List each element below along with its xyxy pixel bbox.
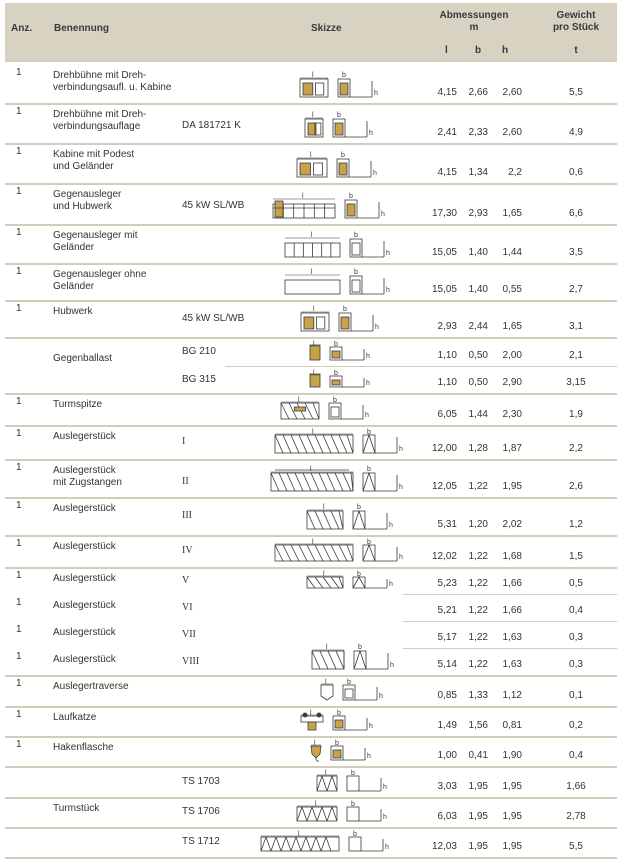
- svg-text:h: h: [383, 814, 387, 821]
- row-weight: 4,9: [569, 127, 583, 138]
- row-name: Auslegerstück: [53, 541, 116, 552]
- svg-text:b: b: [354, 232, 358, 239]
- row-weight: 3,15: [566, 377, 586, 388]
- svg-text:b: b: [343, 306, 347, 313]
- row-l: 15,05: [431, 247, 457, 258]
- row-h: 2,60: [502, 127, 522, 138]
- row-h: 1,90: [502, 750, 522, 761]
- row-name-line2: Geländer: [53, 242, 95, 253]
- row-b: 1,22: [468, 578, 488, 589]
- row-h: 1,63: [502, 632, 522, 643]
- svg-text:b: b: [333, 397, 337, 404]
- header-abmessungen: Abmessungen: [439, 10, 509, 21]
- row-h: 2,30: [502, 409, 522, 420]
- svg-text:b: b: [337, 112, 341, 119]
- row-b: 0,50: [468, 350, 488, 361]
- svg-text:l: l: [313, 306, 315, 313]
- row-type: TS 1712: [182, 836, 220, 847]
- counter-jib-railing-sketch: [255, 226, 445, 261]
- row-l: 1,10: [437, 350, 457, 361]
- header-pro-stueck: pro Stück: [552, 22, 600, 33]
- row-h: 2,02: [502, 519, 522, 530]
- row-name: Gegenausleger: [53, 189, 122, 200]
- row-name-line2: mit Zugstangen: [53, 477, 122, 488]
- row-l: 1,49: [437, 720, 457, 731]
- row-type: VI: [182, 602, 193, 613]
- row-h: 1,63: [502, 659, 522, 670]
- row-count: 1: [16, 227, 22, 238]
- svg-text:h: h: [390, 662, 394, 669]
- row-name-line2: verbindungsaufl. u. Kabine: [53, 82, 172, 93]
- row-count: 1: [16, 146, 22, 157]
- row-count: 1: [16, 739, 22, 750]
- row-name: Hubwerk: [53, 306, 93, 317]
- row-name: Auslegerstück: [53, 431, 116, 442]
- svg-text:h: h: [369, 723, 373, 730]
- turntable-cabin-sketch: [255, 66, 445, 101]
- row-name: Auslegerstück: [53, 573, 116, 584]
- svg-text:h: h: [389, 581, 393, 588]
- row-separator: [5, 857, 617, 859]
- jib-section-tie-bars-sketch: [255, 461, 445, 495]
- row-b: 1,95: [468, 841, 488, 852]
- row-h: 1,44: [502, 247, 522, 258]
- jib-section-sketch: [255, 427, 445, 457]
- svg-text:h: h: [369, 130, 373, 137]
- row-type: DA 181721 K: [182, 120, 241, 131]
- row-h: 2,00: [502, 350, 522, 361]
- row-count: 1: [16, 538, 22, 549]
- row-l: 12,00: [431, 443, 457, 454]
- svg-text:l: l: [302, 193, 304, 200]
- row-name: Auslegertraverse: [53, 681, 129, 692]
- row-type: VIII: [182, 656, 200, 667]
- row-b: 1,22: [468, 481, 488, 492]
- row-b: 0,50: [468, 377, 488, 388]
- counter-jib-sketch: [255, 265, 445, 298]
- row-weight: 2,7: [569, 284, 583, 295]
- header-skizze: Skizze: [311, 23, 342, 34]
- svg-text:l: l: [310, 710, 312, 717]
- row-b: 2,66: [468, 87, 488, 98]
- parts-table: [5, 0, 617, 860]
- row-l: 5,21: [437, 605, 457, 616]
- row-weight: 0,4: [569, 750, 583, 761]
- row-h: 0,81: [502, 720, 522, 731]
- row-l: 6,05: [437, 409, 457, 420]
- row-b: 1,33: [468, 690, 488, 701]
- row-name: Turmspitze: [53, 399, 103, 410]
- row-name: Drehbühne mit Dreh-: [53, 109, 147, 120]
- row-weight: 5,5: [569, 87, 583, 98]
- row-count: 1: [16, 500, 22, 511]
- row-count: 1: [16, 651, 22, 662]
- row-h: 1,95: [502, 841, 522, 852]
- row-weight: 1,2: [569, 519, 583, 530]
- row-b: 1,22: [468, 659, 488, 670]
- svg-text:b: b: [357, 571, 361, 578]
- row-l: 4,15: [437, 87, 457, 98]
- svg-text:h: h: [365, 412, 369, 419]
- svg-text:b: b: [334, 370, 338, 377]
- row-type: V: [182, 575, 190, 586]
- svg-text:b: b: [353, 831, 357, 838]
- ballast-sketch: [255, 368, 445, 391]
- row-weight: 0,4: [569, 605, 583, 616]
- svg-text:l: l: [310, 232, 313, 239]
- row-weight: 1,9: [569, 409, 583, 420]
- row-l: 5,23: [437, 578, 457, 589]
- row-weight: 0,1: [569, 690, 583, 701]
- row-l: 12,03: [431, 841, 457, 852]
- row-name-line2: und Hubwerk: [53, 201, 112, 212]
- hoist-sketch: [255, 302, 445, 335]
- header-gewicht-unit: t: [574, 45, 578, 56]
- row-count: 1: [16, 266, 22, 277]
- svg-text:l: l: [325, 679, 327, 686]
- row-name: Laufkatze: [53, 712, 97, 723]
- row-weight: 0,3: [569, 632, 583, 643]
- row-h: 1,65: [502, 208, 522, 219]
- row-l: 0,85: [437, 690, 457, 701]
- svg-text:l: l: [326, 644, 328, 651]
- tower-section-sketch: [255, 799, 445, 825]
- jib-traverse-sketch: [255, 677, 445, 704]
- row-b: 1,95: [468, 781, 488, 792]
- header-separator: [5, 60, 617, 62]
- tower-section-sketch: [255, 768, 445, 795]
- row-h: 1,95: [502, 781, 522, 792]
- row-name: Drehbühne mit Dreh-: [53, 70, 147, 81]
- row-count: 1: [16, 597, 22, 608]
- row-l: 2,93: [437, 321, 457, 332]
- svg-text:b: b: [334, 341, 338, 348]
- row-name: Auslegerstück: [53, 627, 116, 638]
- cabin-platform-sketch: [255, 145, 445, 181]
- svg-text:l: l: [310, 269, 313, 276]
- row-name-line2: verbindungsauflage: [53, 121, 141, 132]
- row-name: Kabine mit Podest: [53, 149, 135, 160]
- svg-text:l: l: [298, 831, 300, 838]
- svg-text:b: b: [367, 466, 371, 473]
- turntable-sketch: [255, 105, 445, 141]
- row-type: 45 kW SL/WB: [182, 200, 245, 211]
- row-separator-partial: [403, 594, 617, 595]
- svg-text:h: h: [374, 90, 378, 97]
- svg-text:h: h: [366, 380, 370, 387]
- trolley-sketch: [255, 708, 445, 734]
- row-b: 1,40: [468, 247, 488, 258]
- row-name: Gegenausleger mit: [53, 230, 138, 241]
- svg-text:b: b: [367, 539, 371, 546]
- svg-text:h: h: [373, 170, 377, 177]
- row-weight: 2,2: [569, 443, 583, 454]
- svg-text:b: b: [335, 740, 339, 747]
- row-count: 1: [16, 709, 22, 720]
- row-l: 3,03: [437, 781, 457, 792]
- row-b: 1,34: [468, 167, 488, 178]
- row-weight: 2,78: [566, 811, 586, 822]
- svg-text:l: l: [313, 341, 315, 348]
- row-name: Auslegerstück: [53, 465, 116, 476]
- row-b: 1,28: [468, 443, 488, 454]
- svg-text:l: l: [314, 740, 316, 747]
- row-weight: 2,6: [569, 481, 583, 492]
- svg-text:b: b: [354, 269, 358, 276]
- row-weight: 6,6: [569, 208, 583, 219]
- row-count: 1: [16, 570, 22, 581]
- row-b: 2,93: [468, 208, 488, 219]
- row-name: Auslegerstück: [53, 654, 116, 665]
- row-weight: 1,66: [566, 781, 586, 792]
- svg-text:h: h: [389, 522, 393, 529]
- row-count: 1: [16, 186, 22, 197]
- svg-text:h: h: [386, 287, 390, 294]
- hook-block-sketch: [255, 738, 445, 764]
- svg-text:b: b: [367, 429, 371, 436]
- row-count: 1: [16, 678, 22, 689]
- row-l: 6,03: [437, 811, 457, 822]
- row-name: Gegenballast: [53, 353, 112, 364]
- row-h: 2,60: [502, 87, 522, 98]
- svg-text:l: l: [323, 571, 325, 578]
- row-name: Auslegerstück: [53, 503, 116, 514]
- row-h: 1,65: [502, 321, 522, 332]
- row-type: VII: [182, 629, 196, 640]
- row-h: 1,66: [502, 578, 522, 589]
- jib-section-short-sketch: [255, 499, 445, 533]
- row-b: 1,95: [468, 811, 488, 822]
- row-weight: 0,2: [569, 720, 583, 731]
- svg-text:l: l: [313, 370, 315, 377]
- row-type: IV: [182, 545, 193, 556]
- table-header: [5, 3, 617, 60]
- row-l: 1,10: [437, 377, 457, 388]
- header-benennung: Benennung: [54, 23, 109, 34]
- svg-text:l: l: [298, 397, 300, 404]
- header-abmessungen-unit: m: [469, 22, 479, 33]
- jib-section-short-sketch: [255, 569, 445, 592]
- row-weight: 0,6: [569, 167, 583, 178]
- row-weight: 2,1: [569, 350, 583, 361]
- svg-text:h: h: [399, 446, 403, 453]
- row-l: 5,31: [437, 519, 457, 530]
- row-type: TS 1703: [182, 776, 220, 787]
- row-l: 2,41: [437, 127, 457, 138]
- row-type: II: [182, 476, 189, 487]
- row-count: 1: [16, 624, 22, 635]
- row-count: 1: [16, 462, 22, 473]
- row-b: 1,40: [468, 284, 488, 295]
- svg-text:b: b: [341, 152, 345, 159]
- row-h: 1,87: [502, 443, 522, 454]
- svg-text:l: l: [312, 112, 314, 119]
- svg-text:h: h: [385, 844, 389, 851]
- row-b: 1,22: [468, 632, 488, 643]
- row-l: 4,15: [437, 167, 457, 178]
- jib-section-sketch: [255, 537, 445, 565]
- svg-text:b: b: [342, 72, 346, 79]
- svg-text:l: l: [312, 72, 314, 79]
- row-count: 1: [16, 67, 22, 78]
- header-h: h: [502, 45, 509, 56]
- row-b: 1,56: [468, 720, 488, 731]
- row-type: I: [182, 436, 186, 447]
- row-weight: 0,3: [569, 659, 583, 670]
- row-name-line2: Geländer: [53, 281, 95, 292]
- svg-text:b: b: [349, 193, 353, 200]
- row-weight: 3,1: [569, 321, 583, 332]
- row-type: 45 kW SL/WB: [182, 313, 245, 324]
- row-h: 1,95: [502, 481, 522, 492]
- svg-text:b: b: [351, 770, 355, 777]
- svg-text:h: h: [375, 324, 379, 331]
- row-h: 2,2: [508, 167, 522, 178]
- row-count: 1: [16, 303, 22, 314]
- row-h: 1,66: [502, 605, 522, 616]
- row-name-line2: und Geländer: [53, 161, 114, 172]
- svg-text:l: l: [312, 539, 314, 546]
- counter-jib-hoist-sketch: [255, 185, 445, 222]
- jib-section-shared-sketch: [255, 596, 445, 673]
- svg-text:b: b: [357, 504, 361, 511]
- row-l: 5,17: [437, 632, 457, 643]
- svg-text:l: l: [310, 152, 312, 159]
- row-b: 1,44: [468, 409, 488, 420]
- svg-text:l: l: [315, 801, 317, 808]
- row-weight: 1,5: [569, 551, 583, 562]
- row-l: 5,14: [437, 659, 457, 670]
- header-l: l: [445, 45, 448, 56]
- svg-text:l: l: [310, 466, 312, 473]
- row-name: Turmstück: [53, 803, 100, 814]
- row-weight: 3,5: [569, 247, 583, 258]
- row-b: 1,22: [468, 605, 488, 616]
- svg-text:l: l: [323, 504, 325, 511]
- svg-text:l: l: [325, 770, 327, 777]
- row-count: 1: [16, 106, 22, 117]
- svg-text:h: h: [399, 554, 403, 561]
- row-type: BG 315: [182, 374, 216, 385]
- row-type: III: [182, 510, 192, 521]
- row-l: 12,02: [431, 551, 457, 562]
- row-b: 1,22: [468, 551, 488, 562]
- svg-text:h: h: [399, 484, 403, 491]
- svg-text:h: h: [379, 693, 383, 700]
- row-h: 2,90: [502, 377, 522, 388]
- svg-text:b: b: [351, 801, 355, 808]
- svg-text:h: h: [386, 250, 390, 257]
- svg-text:h: h: [367, 753, 371, 760]
- row-h: 1,68: [502, 551, 522, 562]
- svg-text:b: b: [337, 710, 341, 717]
- row-weight: 5,5: [569, 841, 583, 852]
- row-l: 15,05: [431, 284, 457, 295]
- svg-text:h: h: [366, 353, 370, 360]
- tower-top-sketch: [255, 395, 445, 423]
- svg-text:l: l: [312, 429, 314, 436]
- row-l: 1,00: [437, 750, 457, 761]
- row-count: 1: [16, 428, 22, 439]
- row-b: 1,20: [468, 519, 488, 530]
- svg-text:h: h: [381, 211, 385, 218]
- row-h: 1,95: [502, 811, 522, 822]
- row-h: 1,12: [502, 690, 522, 701]
- row-b: 2,33: [468, 127, 488, 138]
- row-type: TS 1706: [182, 806, 220, 817]
- svg-text:h: h: [383, 784, 387, 791]
- row-b: 0,41: [468, 750, 488, 761]
- row-separator-partial: [225, 366, 617, 367]
- row-name: Hakenflasche: [53, 742, 114, 753]
- row-l: 17,30: [431, 208, 457, 219]
- header-gewicht: Gewicht: [556, 10, 596, 21]
- row-count: 1: [16, 396, 22, 407]
- svg-text:b: b: [347, 679, 351, 686]
- header-b: b: [475, 45, 482, 56]
- row-type: BG 210: [182, 346, 216, 357]
- header-anz: Anz.: [11, 23, 33, 34]
- row-h: 0,55: [502, 284, 522, 295]
- ballast-sketch: [255, 339, 445, 364]
- row-l: 12,05: [431, 481, 457, 492]
- row-weight: 0,5: [569, 578, 583, 589]
- row-name: Gegenausleger ohne: [53, 269, 147, 280]
- row-b: 2,44: [468, 321, 488, 332]
- tower-section-sketch: [255, 829, 445, 855]
- row-name: Auslegerstück: [53, 600, 116, 611]
- svg-text:b: b: [358, 644, 362, 651]
